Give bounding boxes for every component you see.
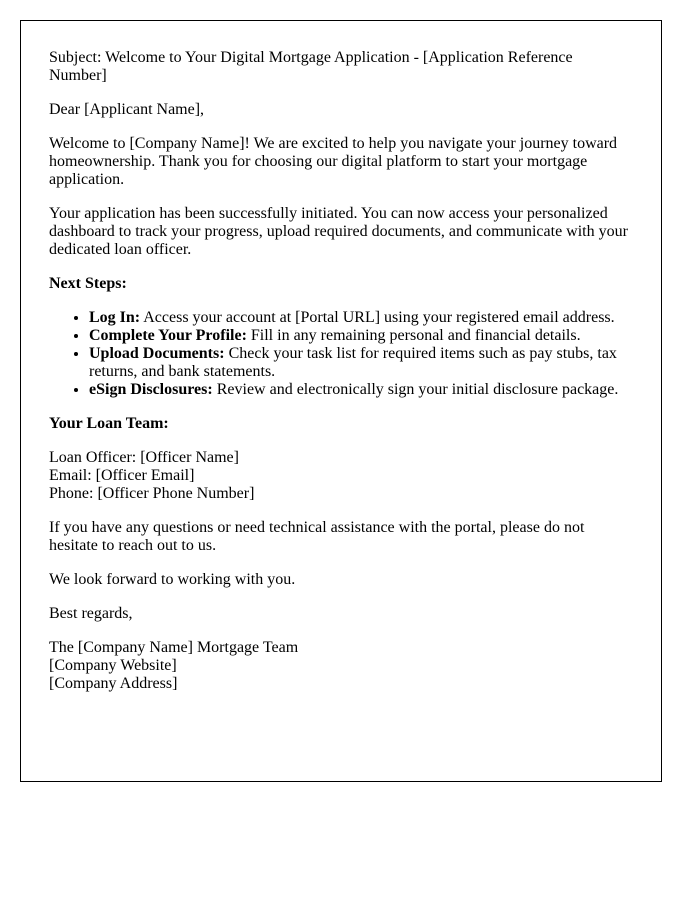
step-text: Access your account at [Portal URL] using your registered email address. bbox=[140, 309, 615, 326]
step-text: Check your task list for required items such as pay stubs, tax returns, and bank statements. bbox=[89, 345, 617, 380]
list-item bbox=[89, 345, 633, 381]
signature-address: [Company Address] bbox=[49, 675, 178, 692]
officer-phone-line: Phone: [Officer Phone Number] bbox=[49, 485, 255, 502]
status-paragraph: Your application has been successfully initiated. You can now access your personalized dashboard to track your progress, upload required documents, and communicate with your dedicated loan officer. bbox=[49, 205, 628, 258]
loan-team-heading: Your Loan Team: bbox=[49, 415, 169, 432]
loan-officer-line: Loan Officer: [Officer Name] bbox=[49, 449, 239, 466]
officer-email-line: Email: [Officer Email] bbox=[49, 467, 195, 484]
greeting: Dear [Applicant Name], bbox=[49, 101, 205, 118]
step-text: Review and electronically sign your initial disclosure package. bbox=[212, 381, 619, 398]
next-steps-heading: Next Steps: bbox=[49, 275, 127, 292]
list-item bbox=[89, 309, 633, 327]
next-steps-list bbox=[49, 309, 633, 399]
signature-website: [Company Website] bbox=[49, 657, 177, 674]
letter-document bbox=[20, 20, 662, 782]
subject-line: Subject: Welcome to Your Digital Mortgage Application - [Application Reference Number] bbox=[49, 49, 573, 84]
intro-paragraph: Welcome to [Company Name]! We are excited to help you navigate your journey toward homeownership. Thank you for choosing our digital platform to start your mortgage application. bbox=[49, 135, 618, 188]
assistance-paragraph: If you have any questions or need technical assistance with the portal, please do not hesitate to reach out to us. bbox=[49, 519, 585, 554]
loan-team-block bbox=[49, 449, 633, 503]
list-item bbox=[89, 327, 633, 345]
step-label: Log In: bbox=[89, 309, 141, 326]
sign-off: Best regards, bbox=[49, 605, 133, 622]
step-label: eSign Disclosures: bbox=[89, 381, 213, 398]
step-label: Complete Your Profile: bbox=[89, 327, 247, 344]
closing-line: We look forward to working with you. bbox=[49, 571, 296, 588]
step-label: Upload Documents: bbox=[89, 345, 225, 362]
signature-block bbox=[49, 639, 633, 693]
signature-team: The [Company Name] Mortgage Team bbox=[49, 639, 299, 656]
step-text: Fill in any remaining personal and financial details. bbox=[246, 327, 581, 344]
list-item bbox=[89, 381, 633, 399]
